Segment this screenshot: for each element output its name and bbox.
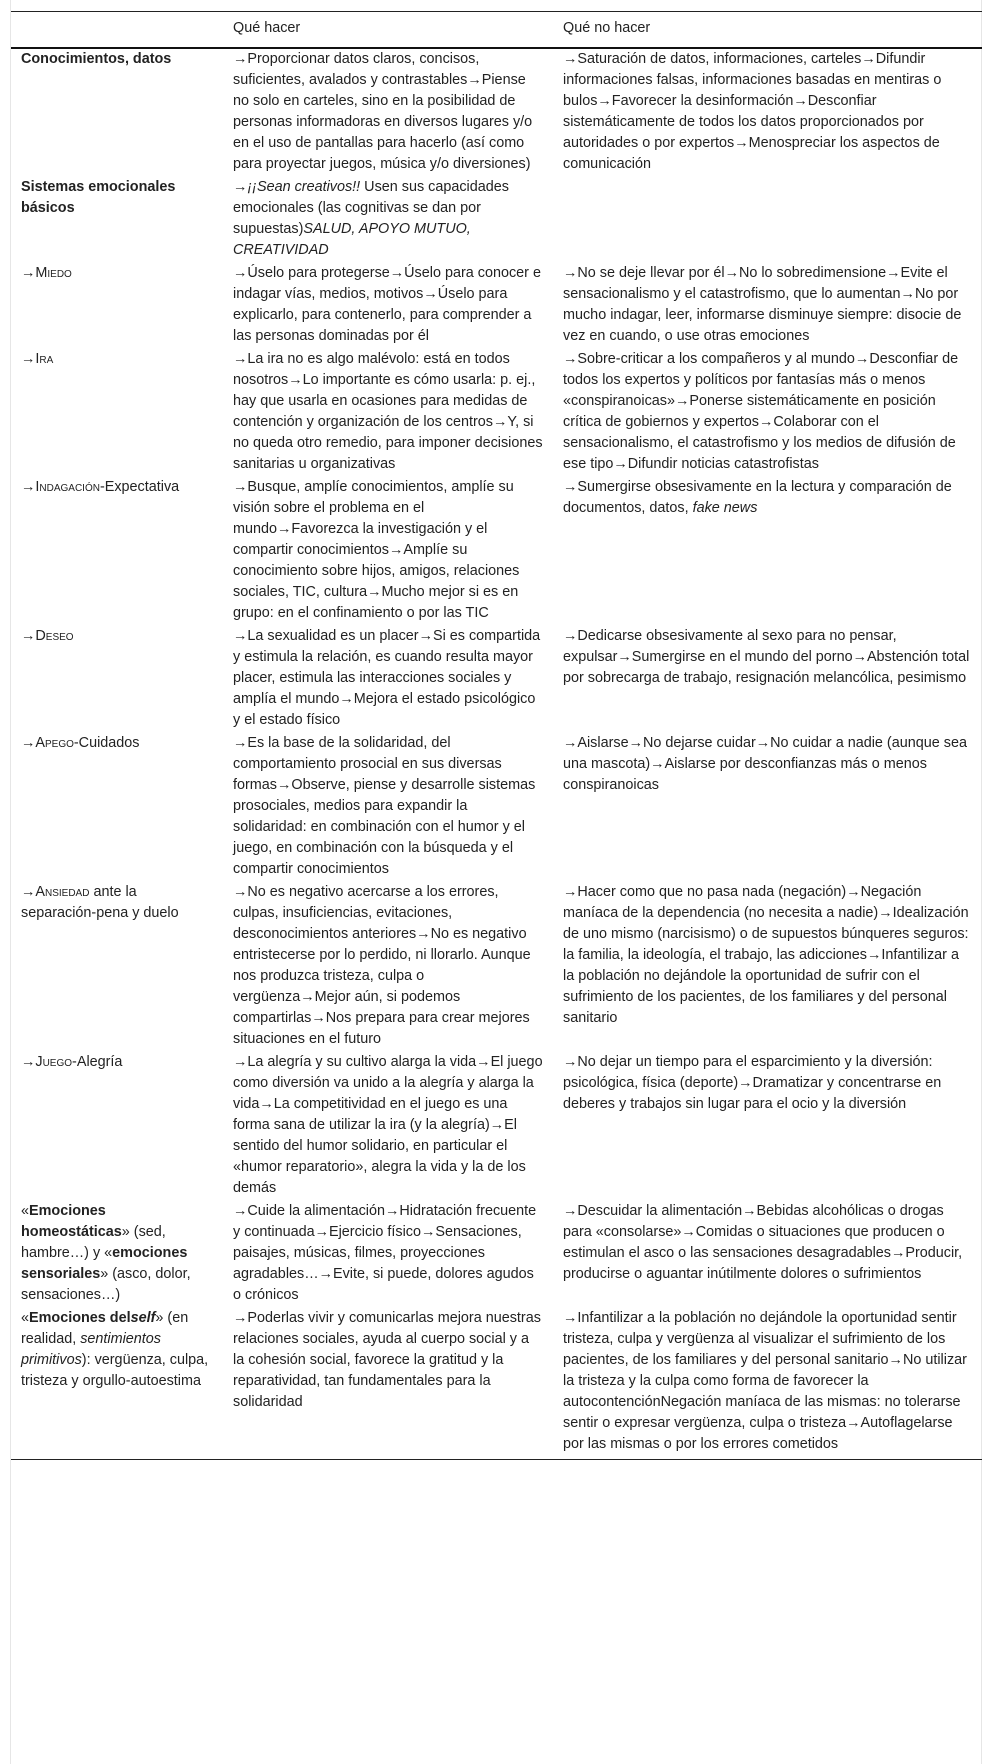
text-segment: →La ira no es algo malévolo: está en todos nosotros→Lo importante es cómo usarla: p. ej., hay que usarla en ocasiones para medidas de contención y organización de los centros→Y, si no queda otro remedio, para imponer decisiones sanitarias u organizativas <box>233 351 543 472</box>
que-hacer-cell <box>223 1306 553 1460</box>
text-segment: →Infantilizar a la población no dejándole la oportunidad sentir tristeza, culpa y vergüenza al visualizar el sufrimiento de los pacientes, de los familiares y del personal sanitario→No utilizar la tristeza y la culpa como forma de favorecer la autocontenciónNegación maníaca de las mismas: no tolerarse sentir o expresar vergüenza, culpa o tristeza→Autoflagelarse por las mismas o por los errores cometidos <box>563 1310 967 1452</box>
que-no-hacer-cell <box>553 475 982 624</box>
que-hacer-cell <box>223 731 553 880</box>
text-segment: » (asco, dolor, sensaciones…) <box>21 1266 191 1303</box>
text-segment: Ansiedad <box>35 884 90 900</box>
text-segment: →Sumergirse obsesivamente en la lectura y comparación de documentos, datos, <box>563 479 952 516</box>
text-segment: Sistemas emocionales básicos <box>21 179 176 216</box>
que-hacer-cell <box>223 475 553 624</box>
que-hacer-cell <box>223 175 553 261</box>
table-row-apego-cuidados <box>11 731 982 880</box>
row-label-cell <box>11 624 223 731</box>
row-label-cell <box>11 475 223 624</box>
row-label-cell <box>11 1050 223 1199</box>
table-row-deseo <box>11 624 982 731</box>
row-label-cell <box>11 731 223 880</box>
text-segment: « <box>21 1310 30 1326</box>
que-hacer-cell <box>223 48 553 175</box>
text-segment: SALUD, APOYO MUTUO, CREATIVIDAD <box>233 221 471 258</box>
text-segment: Deseo <box>35 628 74 644</box>
table-body <box>11 48 982 1460</box>
text-segment: emociones sensoriales <box>21 1245 188 1282</box>
text-segment: → <box>21 1054 36 1070</box>
que-hacer-cell <box>223 624 553 731</box>
text-segment: →Poderlas vivir y comunicarlas mejora nuestras relaciones sociales, ayuda al cuerpo social y a la cohesión social, favorece la gratitud y la reparatividad, tan fundamentales para la solidaridad <box>233 1310 541 1410</box>
table-row-emociones-delself-en-realidad-sentimient <box>11 1306 982 1460</box>
text-segment: -Expectativa <box>99 479 180 495</box>
que-hacer-cell <box>223 347 553 475</box>
text-segment: →Es la base de la solidaridad, del comportamiento prosocial en sus diversas formas→Observe, piense y desarrolle sistemas prosociales, medios para expandir la solidaridad: en combinación con el humor y el juego, en combinación con la búsqueda y el compartir conocimientos <box>233 735 536 877</box>
que-no-hacer-cell <box>553 731 982 880</box>
text-segment: fake news <box>692 500 758 516</box>
text-segment: →No es negativo acercarse a los errores, culpas, insuficiencias, evitaciones, desconocimientos anteriores→No es negativo entristecerse por lo perdido, ni llorarlo. Aunque nos produzca tristeza, culpa o vergüenza→Mejor aún, si podemos compartirlas→Nos prepara para crear mejores situaciones en el futuro <box>233 884 531 1047</box>
text-segment: ): vergüenza, culpa, tristeza y orgullo-autoestima <box>21 1352 209 1389</box>
text-segment: Emociones homeostáticas <box>21 1203 122 1240</box>
que-no-hacer-cell <box>553 261 982 347</box>
row-label-cell <box>11 175 223 261</box>
table-row-emociones-homeostaticas-sed-hambre-y-emo <box>11 1199 982 1306</box>
text-segment: → <box>21 479 36 495</box>
text-segment: » (sed, hambre…) y « <box>21 1224 166 1261</box>
text-segment: →Dedicarse obsesivamente al sexo para no pensar, expulsar→Sumergirse en el mundo del porno→Abstención total por sobrecarga de trabajo, resignación melancólica, pesimismo <box>563 628 970 686</box>
row-label-cell <box>11 1306 223 1460</box>
text-segment: sentimientos primitivos <box>21 1331 161 1368</box>
text-segment: ¡¡Sean creativos!! <box>247 179 361 195</box>
text-segment: → <box>21 265 36 281</box>
que-no-hacer-cell <box>553 48 982 175</box>
table-row-ira <box>11 347 982 475</box>
table-row-conocimientos-datos <box>11 48 982 175</box>
text-segment: Apego <box>35 735 74 751</box>
que-hacer-cell <box>223 1199 553 1306</box>
text-segment: Ira <box>35 351 54 367</box>
text-segment: Usen sus capacidades emocionales (las cognitivas se dan por supuestas) <box>233 179 509 237</box>
table-row-miedo <box>11 261 982 347</box>
que-hacer-cell <box>223 261 553 347</box>
que-no-hacer-cell <box>553 624 982 731</box>
text-segment: → <box>21 628 36 644</box>
text-segment: → <box>21 735 36 751</box>
row-label-cell <box>11 48 223 175</box>
text-segment: → <box>233 179 248 195</box>
text-segment: « <box>21 1203 30 1219</box>
que-no-hacer-cell <box>553 1306 982 1460</box>
text-segment: →No dejar un tiempo para el esparcimiento y la diversión: psicológica, física (deporte)→Dramatizar y concentrarse en deberes y trabajos sin lugar para el ocio y la diversión <box>563 1054 942 1112</box>
row-label-cell <box>11 880 223 1050</box>
table-row-juego-alegria <box>11 1050 982 1199</box>
que-hacer-cell <box>223 880 553 1050</box>
row-label-cell <box>11 1199 223 1306</box>
text-segment: Emociones del <box>29 1310 131 1326</box>
que-no-hacer-cell <box>553 880 982 1050</box>
text-segment: →Cuide la alimentación→Hidratación frecuente y continuada→Ejercicio físico→Sensaciones, paisajes, músicas, filmes, proyecciones agradables…→Evite, si puede, dolores agudos o crónicos <box>233 1203 537 1303</box>
text-segment: →Hacer como que no pasa nada (negación)→Negación maníaca de la dependencia (no necesita a nadie)→Idealización de uno mismo (narcisismo) o de supuestos búnqueres seguros: la familia, la ideología, el trabajo, las adicciones→Infantilizar a la población no dejándole la oportunidad de sufrir con el sufrimiento de los pacientes, de los familiares y del personal sanitario <box>563 884 969 1026</box>
que-hacer-cell <box>223 1050 553 1199</box>
text-segment: →Descuidar la alimentación→Bebidas alcohólicas o drogas para «consolarse»→Comidas o situaciones que producen o estimulan el asco o las sensaciones desagradables→Producir, producirse o aguantar inútilmente dolores o sufrimientos <box>563 1203 963 1282</box>
que-no-hacer-cell <box>553 1050 982 1199</box>
que-no-hacer-cell <box>553 1199 982 1306</box>
text-segment: →Busque, amplíe conocimientos, amplíe su visión sobre el problema en el mundo→Favorezca la investigación y el compartir conocimientos→Amplíe su conocimiento sobre hijos, amigos, relaciones sociales, TIC, cultura→Mucho mejor si es en grupo: en el confinamiento o por las TIC <box>233 479 520 621</box>
que-no-hacer-cell <box>553 175 982 261</box>
row-label-cell <box>11 347 223 475</box>
text-segment: → <box>21 351 36 367</box>
table-header <box>11 12 982 49</box>
table-row-sistemas-emocionales-basicos <box>11 175 982 261</box>
text-segment: →Úselo para protegerse→Úselo para conocer e indagar vías, medios, motivos→Úselo para explicarlo, para contenerlo, para comprender a las personas dominadas por él <box>233 265 541 344</box>
row-label-cell <box>11 261 223 347</box>
text-segment: Indagación <box>35 479 100 495</box>
text-segment: →La sexualidad es un placer→Si es compartida y estimula la relación, es cuando resulta mayor placer, estimula las interacciones sociales y amplía el mundo→Mejora el estado psicológico y el estado físico <box>233 628 541 728</box>
text-segment: →Proporcionar datos claros, concisos, suficientes, avalados y contrastables→Piense no solo en carteles, sino en la posibilidad de personas informadoras en diversos lugares y/o en el uso de pantallas para hacerlo (así como para proyectar juegos, música y/o diversiones) <box>233 51 533 172</box>
header-que-hacer: Qué hacer <box>233 20 301 36</box>
text-segment: Juego <box>35 1054 73 1070</box>
text-segment: →Aislarse→No dejarse cuidar→No cuidar a nadie (aunque sea una mascota)→Aislarse por desconfianzas más o menos conspiranoicas <box>563 735 967 793</box>
text-segment: →La alegría y su cultivo alarga la vida→El juego como diversión va unido a la alegría y alarga la vida→La competitividad en el juego es una forma sana de utilizar la ira (y la alegría)→El sentido del humor solidario, en particular el «humor reparatorio», alegra la vida y la de los demás <box>233 1054 543 1196</box>
text-segment: ante la separación-pena y duelo <box>21 884 179 921</box>
text-segment: →No se deje llevar por él→No lo sobredimensione→Evite el sensacionalismo y el catastrofismo, que lo aumentan→No por mucho indagar, leer, informarse disminuye siempre: disocie de vez en cuando, o use otras emociones <box>563 265 962 344</box>
table-row-ansiedad-ante-la-separacion-pena-y-duelo <box>11 880 982 1050</box>
text-segment: →Sobre-criticar a los compañeros y al mundo→Desconfiar de todos los expertos y políticos por fantasías más o menos «conspiranoicas»→Ponerse sistemáticamente en posición crítica de gobiernos y expertos→Colaborar con el sensacionalismo, el catastrofismo y los medios de difusión de ese tipo→Difundir noticias catastrofistas <box>563 351 959 472</box>
text-segment: Miedo <box>35 265 72 281</box>
text-segment: →Saturación de datos, informaciones, carteles→Difundir informaciones falsas, informaciones basadas en mentiras o bulos→Favorecer la desinformación→Desconfiar sistemáticamente de todos los datos proporcionados por autoridades o por expertos→Menospreciar los aspectos de comunicación <box>563 51 942 172</box>
text-segment: » (en realidad, <box>21 1310 189 1347</box>
text-segment: -Alegría <box>72 1054 123 1070</box>
emotions-table <box>11 11 982 1460</box>
text-segment: → <box>21 884 36 900</box>
header-empty <box>11 12 223 49</box>
text-segment: -Cuidados <box>73 735 140 751</box>
text-segment: Conocimientos, datos <box>21 51 172 67</box>
text-segment: self <box>130 1310 156 1326</box>
que-no-hacer-cell <box>553 347 982 475</box>
header-que-no-hacer: Qué no hacer <box>563 20 651 36</box>
table-row-indagacion-expectativa <box>11 475 982 624</box>
